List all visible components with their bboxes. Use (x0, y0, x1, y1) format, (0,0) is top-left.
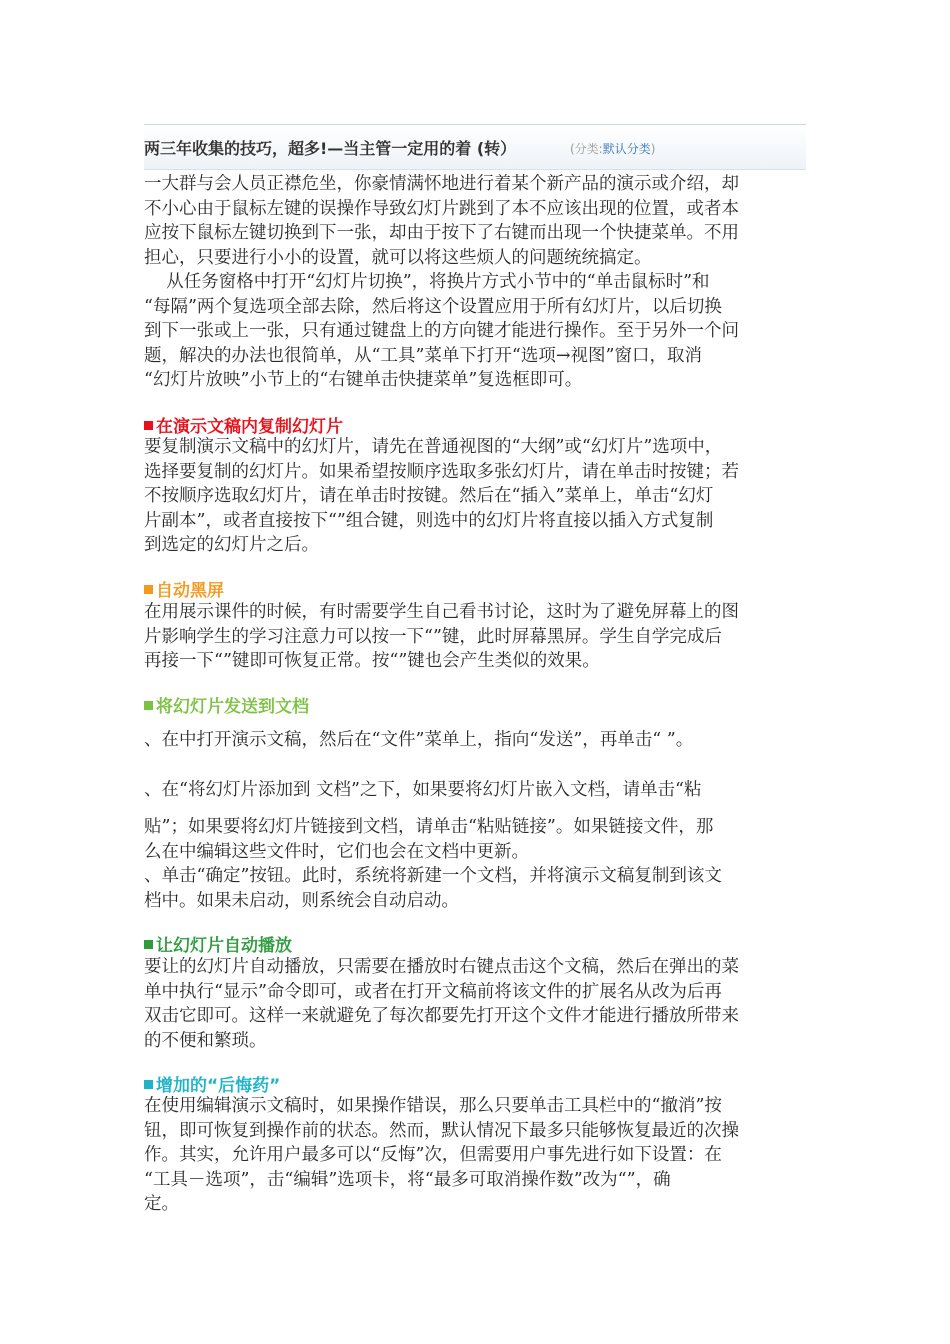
send-step-1: 、在中打开演示文稿，然后在“文件”菜单上，指向“发送”，再单击“ ”。 (144, 730, 694, 750)
section-heading-send-to-doc (144, 692, 309, 717)
heading-text: 将幻灯片发送到文档 (156, 697, 309, 717)
article-title: 两三年收集的技巧，超多!—当主管一定用的着 (转） (144, 139, 517, 158)
intro-paragraph-1: 一大群与会人员正襟危坐，你豪情满怀地进行着某个新产品的演示或介绍，却 不小心由于鼠标左键的误操作导致幻灯片跳到了本不应该出现的位置，或者本 应按下鼠标左键切换到下一张，却由于按下了右键而出现一个快捷菜单。不用 担心，只要进行小小的设置，就可以将这些烦人的问题统统搞定。 (144, 174, 739, 268)
section-heading-undo (144, 1071, 280, 1096)
heading-text: 自动黑屏 (156, 581, 224, 601)
auto-play-paragraph: 要让的幻灯片自动播放，只需要在播放时右键点击这个文稿，然后在弹出的菜 单中执行“显示”命令即可，或者在打开文稿前将该文件的扩展名从改为后再 双击它即可。这样一来就避免了每次都要先打开这个文件才能进行播放所带来 的不便和繁琐。 (144, 957, 739, 1051)
send-step-2: 、在“将幻灯片添加到 文档”之下，如果要将幻灯片嵌入文档，请单击“粘 (144, 780, 702, 800)
square-bullet-icon (144, 585, 153, 594)
heading-text: 在演示文稿内复制幻灯片 (156, 417, 343, 437)
section-heading-auto-play (144, 931, 292, 956)
intro-paragraph-2: 从任务窗格中打开“幻灯片切换”，将换片方式小节中的“单击鼠标时”和 “每隔”两个复选项全部去除，然后将这个设置应用于所有幻灯片，以后切换 到下一张或上一张，只有通过键盘上的方向键才能进行操作。至于另外一个问 题，解决的办法也很简单，从“工具”菜单下打开“选项→视图”窗口，取消 “幻灯片放映”小节上的“右键单击快捷菜单”复选框即可。 (144, 272, 739, 390)
heading-text: 增加的“后悔药” (156, 1076, 281, 1096)
copy-slides-paragraph: 要复制演示文稿中的幻灯片，请先在普通视图的“大纲”或“幻灯片”选项中， 选择要复制的幻灯片。如果希望按顺序选取多张幻灯片，请在单击时按键；若 不按顺序选取幻灯片，请在单击时按键。然后在“插入”菜单上，单击“幻灯 片副本”，或者直接按下“”组合键，则选中的幻灯片将直接以插入方式复制 到选定的幻灯片之后。 (144, 437, 739, 555)
heading-text: 让幻灯片自动播放 (156, 936, 292, 956)
category-prefix: (分类: (570, 142, 603, 156)
square-bullet-icon (144, 421, 153, 430)
square-bullet-icon (144, 1080, 153, 1089)
article-category (570, 140, 655, 157)
category-link[interactable]: 默认分类 (602, 142, 651, 156)
send-step-3: 贴”；如果要将幻灯片链接到文档，请单击“粘贴链接”。如果链接文件，那 么在中编辑这些文件时，它们也会在文档中更新。 、单击“确定”按钮。此时，系统将新建一个文档，并将演示文稿复制到该文 档中。如果未启动，则系统会自动启动。 (144, 817, 722, 911)
square-bullet-icon (144, 940, 153, 949)
undo-paragraph: 在使用编辑演示文稿时，如果操作错误，那么只要单击工具栏中的“撤消”按 钮，即可恢复到操作前的状态。然而，默认情况下最多只能够恢复最近的次操 作。其实，允许用户最多可以“反悔”次，但需要用户事先进行如下设置：在 “工具－选项”，击“编辑”选项卡，将“最多可取消操作数”改为“”，确 定。 (144, 1096, 739, 1214)
square-bullet-icon (144, 701, 153, 710)
section-heading-copy-slides (144, 412, 343, 437)
section-heading-black-screen (144, 576, 224, 601)
category-suffix: ) (650, 142, 656, 156)
black-screen-paragraph: 在用展示课件的时候，有时需要学生自己看书讨论，这时为了避免屏幕上的图 片影响学生的学习注意力可以按一下“”键，此时屏幕黑屏。学生自学完成后 再接一下“”键即可恢复正常。按“”键也会产生类似的效果。 (144, 602, 739, 671)
